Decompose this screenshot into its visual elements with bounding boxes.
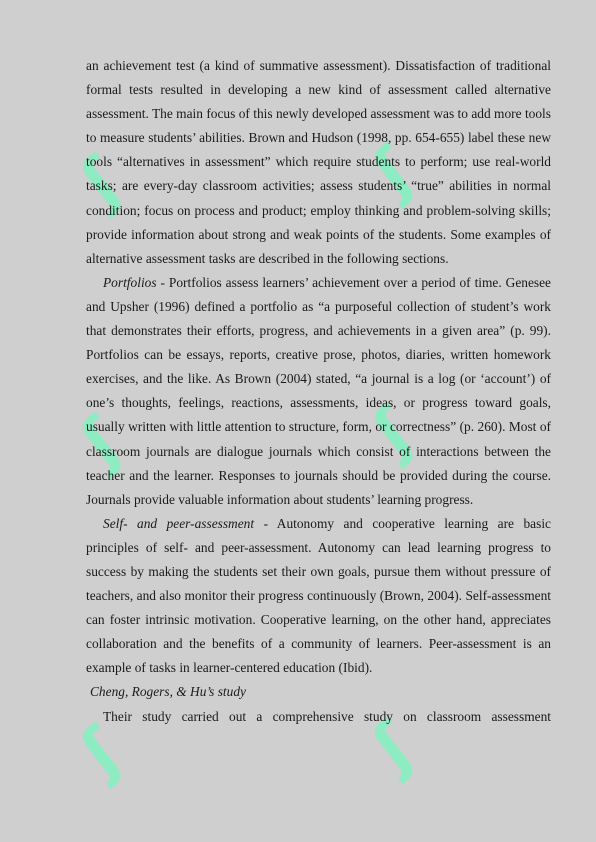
watermark-logo-2: ʃ (360, 134, 427, 210)
paragraph-study: Their study carried out a comprehensive study on classroom assessment (103, 708, 551, 724)
paragraph-self-peer-assessment (86, 512, 551, 681)
document-body (86, 54, 551, 729)
watermark-logo-1: ʃ (68, 144, 135, 220)
watermark-logo-6: ʃ (360, 709, 427, 785)
watermark-logo-3: ʃ (68, 404, 135, 480)
self-peer-lead: Self- and peer-assessment (103, 515, 255, 531)
portfolios-body: - Portfolios assess learners’ achievement over a period of time. Genesee and Upsher (1996) defined a portfolio as “a purposeful collection of student’s work that demonstrates their efforts, progress, and achievements in a given area” (p. 99). Portfolios can be essays, reports, creative prose, photos, diaries, written homework exercises, and the like. As Brown (2004) stated, “a journal is a log (or ‘account’) of one’s thoughts, feelings, reactions, assessments, ideas, or progress toward goals, usually written with little attention to structure, form, or correctness” (p. 260). Most of classroom journals are dialogue journals which consist of interactions between the teacher and the learner. Responses to journals should be provided during the course. Journals provide valuable information about students’ learning progress. (86, 274, 551, 507)
watermark-logo-5: ʃ (68, 714, 135, 790)
paragraph-alternative-assessment: an achievement test (a kind of summative assessment). Dissatisfaction of traditional formal tests resulted in developing a new kind of assessment called alternative assessment. The main focus of this newly developed assessment was to add more tools to measure students’ abilities. Brown and Hudson (1998, pp. 654-655) label these new tools “alternatives in assessment” which require students to perform; use real-world tasks; are every-day classroom activities; assess students’ “true” abilities in normal condition; focus on process and product; employ thinking and problem-solving skills; provide information about strong and weak points of the students. Some examples of alternative assessment tasks are described in the following sections. (86, 58, 551, 266)
paragraph-portfolios (86, 271, 551, 512)
portfolios-lead: Portfolios (103, 274, 157, 290)
section-heading: Cheng, Rogers, & Hu’s study (90, 684, 246, 700)
watermark-logo-4: ʃ (360, 394, 427, 470)
self-peer-body: - Autonomy and cooperative learning are basic principles of self- and peer-assessment. Autonomy can lead learning progress to success by making the students set their own goals, pursue them without pressure of teachers, and also monitor their progress continuously (Brown, 2004). Self-assessment can foster intrinsic motivation. Cooperative learning, on the other hand, appreciates collaboration and the benefits of a community of learners. Peer-assessment is an example of tasks in learner-centered education (Ibid). (86, 515, 551, 676)
